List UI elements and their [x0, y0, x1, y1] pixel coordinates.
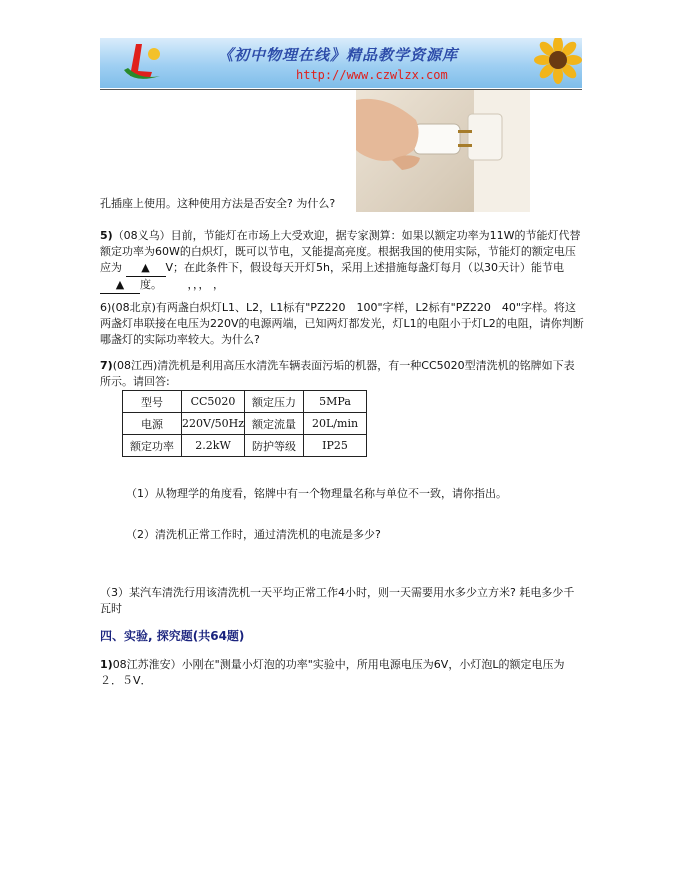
table-row	[123, 435, 367, 457]
question-7-number: 7)	[100, 359, 113, 372]
question-6: 6)(08北京)有两盏白炽灯L1、L2，L1标有"PZ220 100"字样，L2标有"PZ220 40"字样。将这两盏灯串联接在电压为220V的电源两端，已知两灯都发光，灯L1的电阻小于灯L2的电阻，请你判断哪盏灯的实际功率较大。为什么?	[100, 301, 584, 346]
sunflower-icon	[518, 38, 582, 88]
question-7-text: (08江西)清洗机是利用高压水清洗车辆表面污垢的机器，有一种CC5020型清洗机的铭牌如下表所示。请回答:	[100, 359, 575, 388]
banner-title: 《初中物理在线》精品教学资源库	[218, 46, 459, 64]
site-logo-icon	[120, 40, 164, 86]
table-row	[123, 391, 367, 413]
question-5-tail: ，，， ，	[187, 278, 224, 291]
question-prev-tail: 孔插座上使用。这种使用方法是否安全? 为什么?	[100, 197, 336, 210]
question-5	[100, 228, 584, 294]
table-cell: 额定压力	[245, 391, 304, 413]
nameplate-table	[122, 390, 367, 457]
answer-blank-2[interactable]: ▲	[100, 277, 140, 294]
question-7-sub-1: （1）从物理学的角度看，铭牌中有一个物理量名称与单位不一致，请你指出。	[126, 487, 507, 500]
answer-blank-1[interactable]: ▲	[126, 260, 166, 277]
question-1-number: 1)	[100, 658, 113, 671]
question-5-number: 5)	[100, 229, 113, 242]
banner-url[interactable]: http://www.czwlzx.com	[296, 68, 448, 82]
question-7	[100, 358, 584, 390]
question-7-sub-3: （3）某汽车清洗行用该清洗机一天平均正常工作4小时，则一天需要用水多少立方米? 耗电多少千瓦时	[100, 586, 575, 615]
table-row	[123, 413, 367, 435]
question-5-text-c: 度。	[140, 278, 162, 291]
question-5-text-b: V；在此条件下，假设每天开灯5h，采用上述措施每盏灯每月（以30天计）能节电	[165, 261, 564, 274]
question-7-sub-2: （2）清洗机正常工作时，通过清洗机的电流是多少?	[126, 528, 381, 541]
table-cell: 5MPa	[304, 391, 367, 413]
table-cell: 20L/min	[304, 413, 367, 435]
table-cell: 220V/50Hz	[182, 413, 245, 435]
hand-plug-icon	[356, 90, 530, 212]
table-cell: 2.2kW	[182, 435, 245, 457]
question-5-text-a: （08义乌）目前，节能灯在市场上大受欢迎，据专家测算：如果以额定功率为11W的节能灯代替额定功率为60W的白炽灯，既可以节电，又能提高亮度。根据我国的使用实际，节能灯的额定电压应为	[100, 229, 581, 274]
table-cell: CC5020	[182, 391, 245, 413]
header-banner	[100, 38, 582, 88]
table-cell: 电源	[123, 413, 182, 435]
table-cell: 额定功率	[123, 435, 182, 457]
table-cell: 防护等级	[245, 435, 304, 457]
plug-photo	[356, 90, 530, 212]
section-heading: 四、实验, 探究题(共64题)	[100, 629, 245, 643]
table-cell: 型号	[123, 391, 182, 413]
question-1-text: 08江苏淮安）小刚在"测量小灯泡的功率"实验中，所用电源电压为6V，小灯泡L的额定电压为２．５V．	[100, 658, 565, 687]
table-cell: IP25	[304, 435, 367, 457]
question-1	[100, 657, 584, 689]
table-cell: 额定流量	[245, 413, 304, 435]
